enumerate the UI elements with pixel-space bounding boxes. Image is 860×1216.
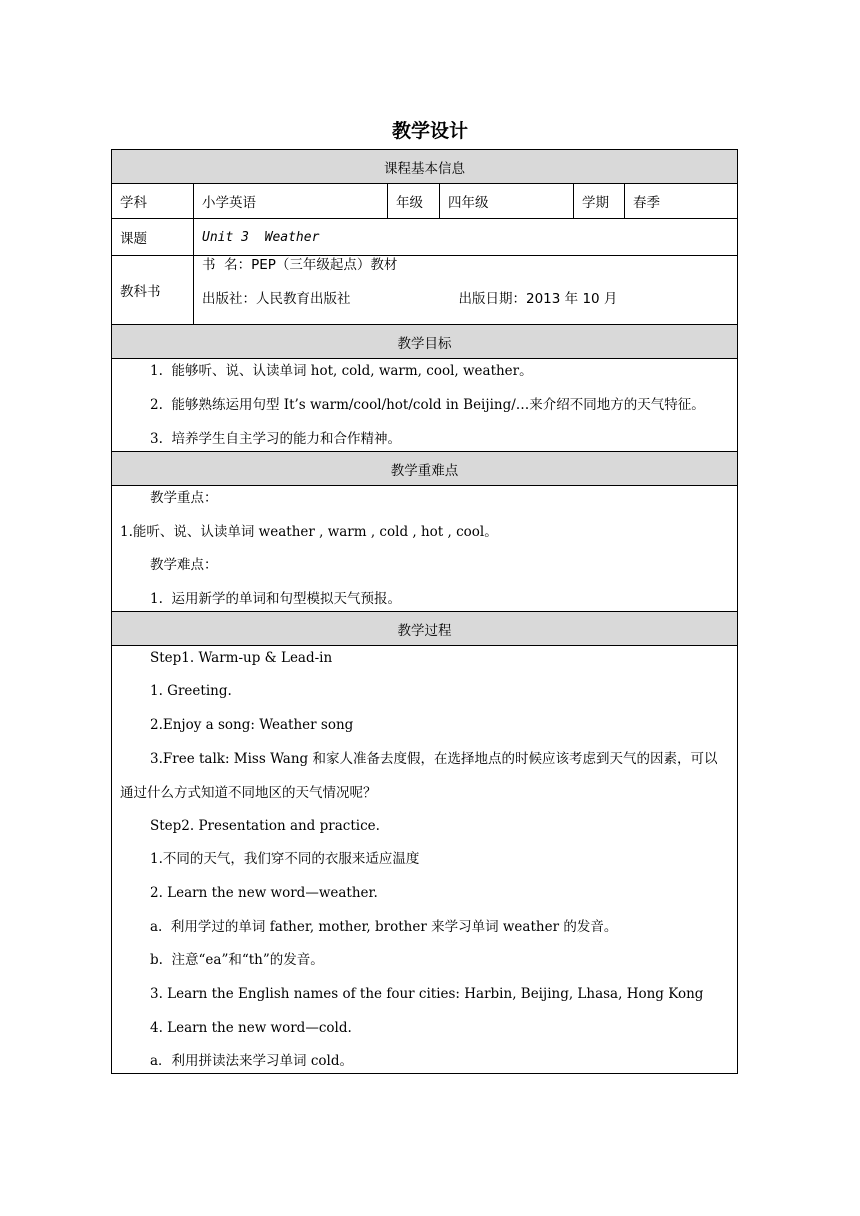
key-point-item: 教学难点：	[150, 557, 218, 574]
process-row	[112, 646, 738, 1074]
process-header: 教学过程	[112, 612, 738, 646]
book-name: 书 名：PEP（三年级起点）教材	[202, 257, 398, 273]
objectives-header: 教学目标	[112, 325, 738, 359]
basic-info-header-row	[112, 150, 738, 184]
process-item: Step1. Warm-up & Lead-in	[150, 649, 333, 666]
topic-label: 课题	[112, 219, 194, 256]
key-point-item: 教学重点：	[150, 489, 218, 506]
objective-item: 3. 培养学生自主学习的能力和合作精神。	[150, 430, 401, 447]
process-item: Step2. Presentation and practice.	[150, 817, 380, 834]
publisher-line	[202, 290, 729, 324]
subject-value: 小学英语	[194, 184, 388, 219]
key-points-header: 教学重难点	[112, 452, 738, 486]
basic-info-header: 课程基本信息	[112, 150, 738, 184]
textbook-info	[194, 256, 738, 325]
process-item: 2.Enjoy a song: Weather song	[150, 716, 354, 733]
objectives-row	[112, 359, 738, 452]
topic-value: Unit 3 Weather	[194, 219, 738, 256]
textbook-row	[112, 256, 738, 325]
document-title: 教学设计	[391, 120, 468, 142]
objectives-content	[112, 359, 738, 452]
process-item: 1.不同的天气，我们穿不同的衣服来适应温度	[150, 851, 420, 868]
key-points-row	[112, 486, 738, 612]
term-label: 学期	[574, 184, 625, 219]
publisher: 出版社：人民教育出版社	[202, 291, 351, 307]
process-item: b. 注意“ea”和“th”的发音。	[150, 952, 324, 969]
objectives-header-row	[112, 325, 738, 359]
process-item: 4. Learn the new word—cold.	[150, 1019, 352, 1036]
process-item: 3. Learn the English names of the four cities: Harbin, Beijing, Lhasa, Hong Kong	[150, 986, 704, 1003]
key-points-header-row	[112, 452, 738, 486]
process-item: 3.Free talk: Miss Wang 和家人准备去度假，在选择地点的时候应该考虑到天气的因素，可以通过什么方式知道不同地区的天气情况呢？	[120, 750, 718, 801]
grade-label: 年级	[388, 184, 440, 219]
subject-row	[112, 184, 738, 219]
key-point-item: 1. 运用新学的单词和句型模拟天气预报。	[150, 591, 401, 608]
publish-date: 出版日期：2013 年 10 月	[458, 291, 618, 307]
subject-label: 学科	[112, 184, 194, 219]
term-value: 春季	[625, 184, 738, 219]
process-item: a. 利用学过的单词 father, mother, brother 来学习单词 weather 的发音。	[150, 918, 618, 935]
key-point-item: 1.能听、说、认读单词 weather , warm , cold , hot , cool。	[120, 523, 498, 540]
process-item: 1. Greeting.	[150, 683, 232, 700]
objective-item: 2. 能够熟练运用句型 It’s warm/cool/hot/cold in Beijing/…来介绍不同地方的天气特征。	[150, 397, 705, 413]
topic-row	[112, 219, 738, 256]
process-header-row	[112, 612, 738, 646]
lesson-plan-table	[111, 149, 738, 1074]
process-content	[112, 646, 738, 1074]
objective-item: 1. 能够听、说、认读单词 hot, cold, warm, cool, weather。	[150, 363, 533, 380]
process-item: 2. Learn the new word—weather.	[150, 885, 378, 901]
process-item: a．利用拼读法来学习单词 cold。	[150, 1053, 353, 1070]
key-points-content	[112, 486, 738, 612]
textbook-label: 教科书	[112, 256, 194, 325]
grade-value: 四年级	[440, 184, 574, 219]
